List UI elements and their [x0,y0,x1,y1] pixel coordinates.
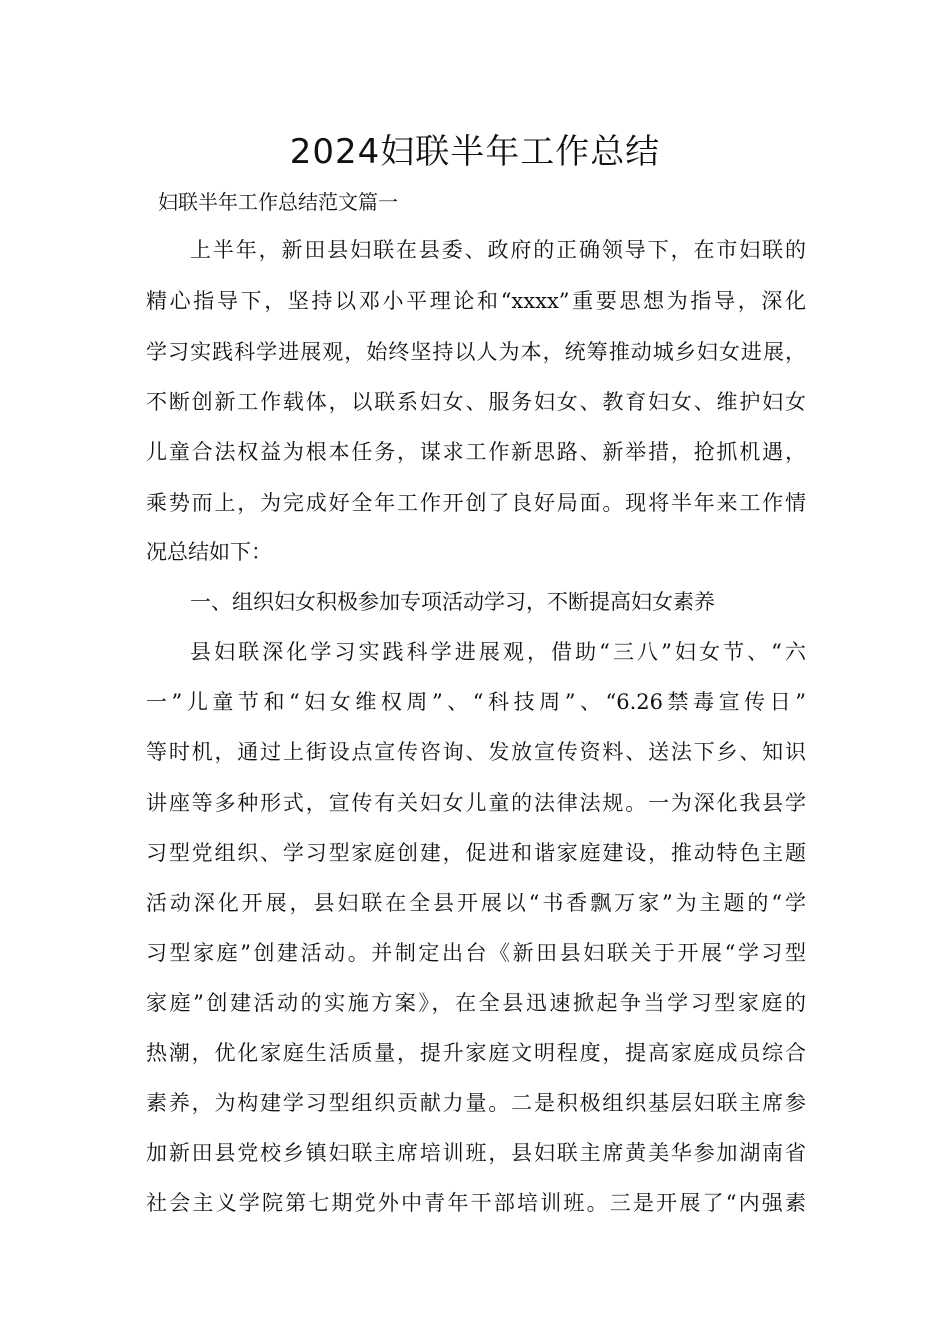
body-line: 况总结如下： [146,540,272,564]
body-line: 习型家庭”创建活动。并制定出台《新田县妇联关于开展“学习型 [146,941,806,965]
section-heading: 一、组织妇女积极参加专项活动学习，不断提高妇女素养 [190,590,715,614]
document-subtitle: 妇联半年工作总结范文篇一 [158,190,398,214]
body-line: 社会主义学院第七期党外中青年干部培训班。三是开展了“内强素 [146,1191,806,1215]
body-line: 活动深化开展，县妇联在全县开展以“书香飘万家”为主题的“学 [146,891,806,915]
body-line: 上半年，新田县妇联在县委、政府的正确领导下，在市妇联的 [190,238,806,262]
body-line: 乘势而上，为完成好全年工作开创了良好局面。现将半年来工作情 [146,491,806,515]
body-line: 县妇联深化学习实践科学进展观，借助“三八”妇女节、“六 [190,640,806,664]
body-line: 学习实践科学进展观，始终坚持以人为本，统筹推动城乡妇女进展， [146,340,806,364]
body-line: 加新田县党校乡镇妇联主席培训班，县妇联主席黄美华参加湖南省 [146,1141,806,1165]
body-line: 家庭”创建活动的实施方案》，在全县迅速掀起争当学习型家庭的 [146,991,806,1015]
body-line: 素养，为构建学习型组织贡献力量。二是积极组织基层妇联主席参 [146,1091,806,1115]
document-title: 2024妇联半年工作总结 [289,132,661,172]
body-line: 等时机，通过上街设点宣传咨询、发放宣传资料、送法下乡、知识 [146,740,806,764]
body-line: 精心指导下，坚持以邓小平理论和“xxxx”重要思想为指导，深化 [146,289,806,313]
body-line: 热潮，优化家庭生活质量，提升家庭文明程度，提高家庭成员综合 [146,1041,806,1065]
body-line: 儿童合法权益为根本任务，谋求工作新思路、新举措，抢抓机遇， [146,440,806,464]
body-line: 不断创新工作载体，以联系妇女、服务妇女、教育妇女、维护妇女 [146,390,806,414]
body-line: 一”儿童节和“妇女维权周”、“科技周”、“6.26禁毒宣传日” [146,690,806,714]
body-line: 习型党组织、学习型家庭创建，促进和谐家庭建设，推动特色主题 [146,841,806,865]
body-line: 讲座等多种形式，宣传有关妇女儿童的法律法规。一为深化我县学 [146,791,806,815]
